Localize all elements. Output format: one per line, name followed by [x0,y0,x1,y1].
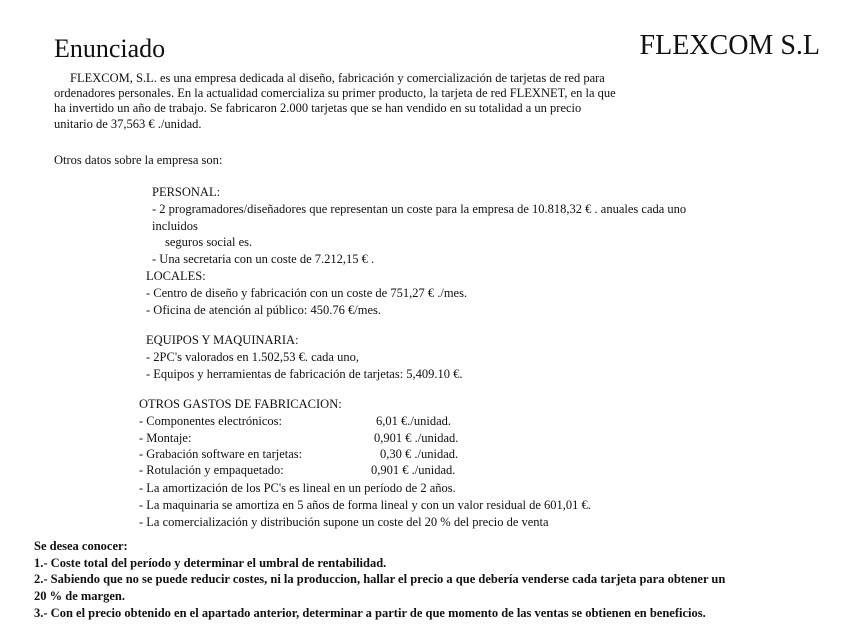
gasto-value: 0,901 € ./unidad. [374,431,459,445]
gasto-value: 0,901 € ./unidad. [371,463,456,477]
gasto-value: 0,30 € ./unidad. [380,447,459,461]
question-3: 3.- Con el precio obtenido en el apartado anterior, determinar a partir de que momento de las ventas se obtienen en beneficios. [34,606,706,620]
locales-heading: LOCALES: [146,269,206,283]
gasto-label: - Rotulación y empaquetado: [139,463,284,477]
personal-heading: PERSONAL: [152,185,221,199]
gasto-value: 6,01 €./unidad. [376,414,451,428]
locales-line: - Centro de diseño y fabricación con un coste de 751,27 € ./mes. [146,286,468,300]
maquinaria-line: - La maquinaria se amortiza en 5 años de forma lineal y con un valor residual de 601,01 €. [139,498,591,512]
personal-line: - Una secretaria con un coste de 7.212,15 € . [152,252,375,266]
locales-line: - Oficina de atención al público: 450.76 €/mes. [146,303,382,317]
equipos-heading: EQUIPOS Y MAQUINARIA: [146,333,299,347]
amortizacion-line: - La amortización de los PC's es lineal en un período de 2 años. [139,481,456,495]
question-2: 2.- Sabiendo que no se puede reducir costes, ni la produccion, hallar el precio a que debería venderse cada tarjeta para obtener un [34,572,726,586]
comercializacion-line: - La comercialización y distribución supone un coste del 20 % del precio de venta [139,515,549,529]
equipos-line: - 2PC's valorados en 1.502,53 €. cada uno, [146,350,359,364]
intro-line: unitario de 37,563 € ./unidad. [54,116,202,131]
equipos-line: - Equipos y herramientas de fabricación de tarjetas: 5,409.10 €. [146,367,463,381]
personal-line: - 2 programadores/diseñadores que representan un coste para la empresa de 10.818,32 € . anuales cada uno [152,202,687,216]
personal-line: seguros social es. [165,235,253,249]
intro-line: FLEXCOM, S.L. es una empresa dedicada al diseño, fabricación y comercialización de tarjetas de red para [70,71,605,85]
intro-line: ordenadores personales. En la actualidad comercializa su primer producto, la tarjeta de red FLEXNET, en la que [54,86,616,101]
intro-paragraph [54,71,714,132]
company-title: FLEXCOM S.L [639,30,820,61]
otros-datos-label: Otros datos sobre la empresa son: [54,153,223,167]
gasto-label: - Montaje: [139,431,192,445]
intro-line: ha invertido un año de trabajo. Se fabricaron 2.000 tarjetas que se han vendido en su totalidad a un precio [54,101,582,116]
question-2-cont: 20 % de margen. [34,589,125,603]
questions-heading: Se desea conocer: [34,539,128,553]
personal-line: incluidos [152,219,198,233]
otros-gastos-heading: OTROS GASTOS DE FABRICACION: [139,397,342,411]
gasto-label: - Grabación software en tarjetas: [139,447,303,461]
gasto-label: - Componentes electrónicos: [139,414,283,428]
heading: Enunciado [54,34,166,63]
question-1: 1.- Coste total del período y determinar el umbral de rentabilidad. [34,556,387,570]
